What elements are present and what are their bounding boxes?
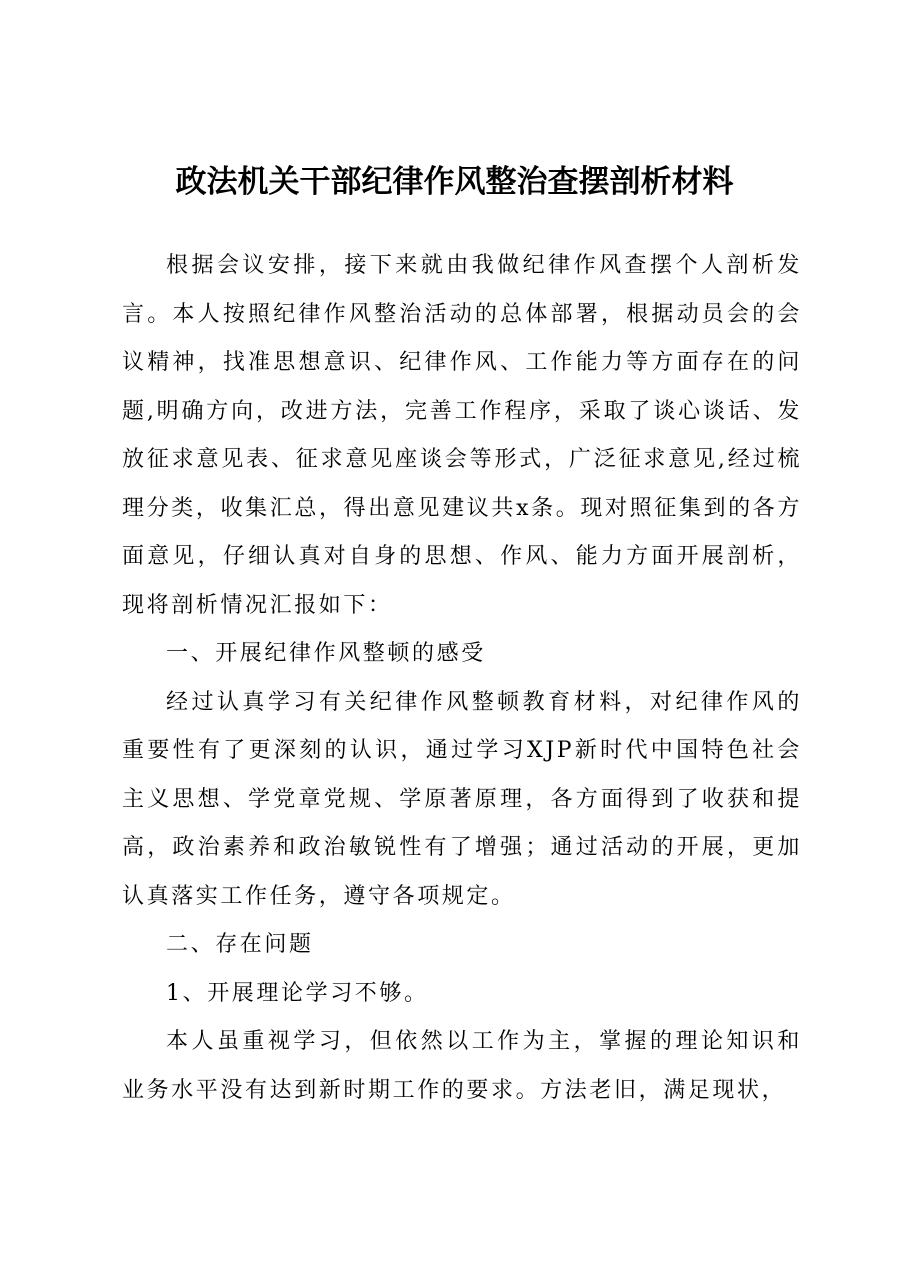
paragraph-section-1: 经过认真学习有关纪律作风整顿教育材料，对纪律作风的重要性有了更深刻的认识，通过学习XJP新时代中国特色社会主义思想、学党章党规、学原著原理，各方面得到了收获和提高，政治素养和政治敏锐性有了增强；通过活动的开展，更加认真落实工作任务，遵守各项规定。: [122, 689, 802, 909]
paragraph-intro: 根据会议安排，接下来就由我做纪律作风查摆个人剖析发言。本人按照纪律作风整治活动的总体部署，根据动员会的会议精神，找准思想意识、纪律作风、工作能力等方面存在的问题,明确方向，改进方法，完善工作程序，采取了谈心谈话、发放征求意见表、征求意见座谈会等形式，广泛征求意见,经过梳理分类，收集汇总，得出意见建议共x条。现对照征集到的各方面意见，仔细认真对自身的思想、作风、能力方面开展剖析，现将剖析情况汇报如下：: [122, 253, 802, 618]
heading-section-2: 二、存在问题: [166, 932, 314, 957]
document-title: 政法机关干部纪律作风整治查摆剖析材料: [175, 164, 734, 200]
document-body: [122, 242, 802, 1115]
subheading-item-1: 1、开展理论学习不够。: [166, 980, 429, 1006]
heading-section-1: 一、开展纪律作风整顿的感受: [166, 641, 486, 666]
paragraph-item-1: 本人虽重视学习，但依然以工作为主，掌握的理论知识和业务水平没有达到新时期工作的要求。方法老旧，满足现状，: [122, 1029, 802, 1103]
